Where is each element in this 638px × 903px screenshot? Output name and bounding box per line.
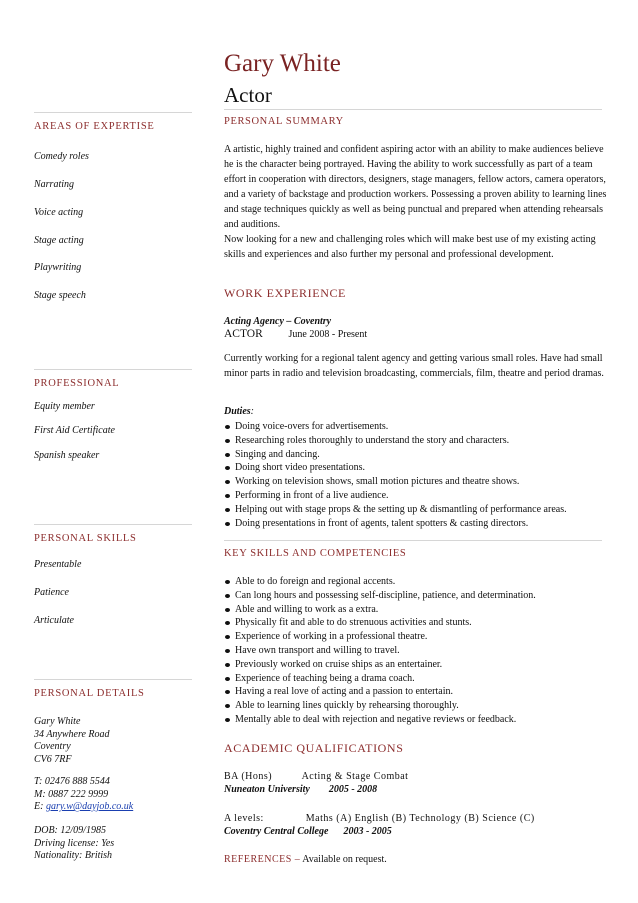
alevels-subjects: Maths (A) English (B) Technology (B) Science (C) (305, 813, 535, 824)
list-item: Physically fit and able to do strenuous activities and stunts. (224, 616, 614, 630)
expertise-item: Comedy roles (34, 151, 89, 162)
contact-license: Driving license: Yes (34, 837, 115, 849)
references-heading: REFERENCES – (224, 854, 301, 865)
list-item: Experience of working in a professional theatre. (224, 630, 614, 644)
list-item: Working on television shows, small motion pictures and theatre shows. (224, 475, 614, 489)
email-prefix: E: (34, 801, 46, 812)
list-item: Singing and dancing. (224, 448, 614, 462)
separator (34, 679, 192, 680)
work-heading: WORK EXPERIENCE (224, 286, 346, 300)
expertise-item: Voice acting (34, 207, 84, 218)
skills-heading: PERSONAL SKILLS (34, 533, 137, 544)
expertise-item: Stage acting (34, 235, 84, 246)
academic-heading: ACADEMIC QUALIFICATIONS (224, 741, 404, 755)
duties-colon: : (250, 406, 255, 417)
contact-address: 34 Anywhere Road (34, 728, 110, 740)
details-heading: PERSONAL DETAILS (34, 688, 145, 699)
list-item: Able and willing to work as a extra. (224, 603, 614, 617)
contact-city: Coventry (34, 741, 71, 752)
expertise-item: Playwriting (34, 262, 82, 273)
list-item: Doing short video presentations. (224, 461, 614, 475)
work-description: Currently working for a regional talent agency and getting various small roles. Have had small minor parts in radio and television broadcasting, commercials, film, theatre and period dramas. (224, 353, 604, 379)
list-item: Performing in front of a live audience. (224, 489, 614, 503)
list-item: Helping out with stage props & the setting up & dismantling of performance areas. (224, 503, 614, 517)
contact-extra (34, 825, 114, 863)
professional-item: Spanish speaker (34, 450, 100, 461)
contact-name: Gary White (34, 716, 81, 727)
professional-heading: PROFESSIONAL (34, 378, 120, 389)
work-employer: Acting Agency – Coventry (224, 316, 332, 327)
separator (34, 112, 192, 113)
separator (224, 109, 602, 110)
college-dates: 2003 - 2005 (343, 826, 392, 837)
contact-phone: T: 02476 888 5544 (34, 776, 110, 787)
alevels-label: A levels: (224, 813, 264, 824)
duties-label-row (224, 406, 254, 417)
list-item: Previously worked on cruise ships as an entertainer. (224, 658, 614, 672)
skills-item: Presentable (34, 559, 82, 570)
references-text: Available on request. (302, 854, 387, 865)
summary-heading: PERSONAL SUMMARY (224, 116, 344, 127)
contact-nationality: Nationality: British (34, 850, 113, 861)
list-item: Able to do foreign and regional accents. (224, 575, 614, 589)
list-item: Have own transport and willing to travel. (224, 644, 614, 658)
work-title-row (224, 328, 367, 340)
page-title: Gary White (224, 50, 341, 77)
separator (34, 369, 192, 370)
key-skills-list (224, 575, 614, 727)
college-row (224, 826, 392, 837)
contact-dob: DOB: 12/09/1985 (34, 825, 106, 836)
list-item: Able to learning lines quickly by rehearsing thoroughly. (224, 699, 614, 713)
list-item: Experience of teaching being a drama coach. (224, 672, 614, 686)
degree-row (224, 771, 408, 782)
professional-item: First Aid Certificate (34, 425, 115, 436)
references-row (224, 854, 387, 865)
job-role: Actor (224, 83, 272, 107)
summary-paragraph: A artistic, highly trained and confident aspiring actor with an ability to make audiences believe he is the character being portrayed. Having the ability to work successfully as part of a team effort in cooperation with directors, designers, stage managers, fellow actors, camera operators, and a variety of backstage and production workers. Possessing a proven ability to learning lines and stage techniques quickly as well as being punctual and prepared when attending rehearsals and auditions. (224, 144, 607, 230)
key-skills-heading: KEY SKILLS AND COMPETENCIES (224, 548, 407, 559)
separator (224, 540, 602, 541)
contact-email-row (34, 801, 133, 814)
list-item: Doing presentations in front of agents, talent spotters & casting directors. (224, 517, 614, 531)
university: Nuneaton University (224, 784, 310, 795)
alevels-row (224, 813, 535, 824)
separator (34, 524, 192, 525)
duties-list (224, 420, 614, 530)
expertise-item: Narrating (34, 179, 75, 190)
degree-subject: Acting & Stage Combat (301, 771, 409, 782)
college: Coventry Central College (224, 826, 329, 837)
professional-item: Equity member (34, 401, 95, 412)
list-item: Having a real love of acting and a passion to entertain. (224, 685, 614, 699)
contact-numbers (34, 776, 133, 814)
email-link[interactable]: gary.w@dayjob.co.uk (45, 801, 134, 812)
summary-paragraph: Now looking for a new and challenging roles which will make best use of my existing acting skills and experiences and also further my personal and professional development. (224, 234, 596, 260)
list-item: Can long hours and possessing self-discipline, patience, and determination. (224, 589, 614, 603)
university-dates: 2005 - 2008 (328, 784, 378, 795)
list-item: Researching roles thoroughly to understand the story and characters. (224, 434, 614, 448)
contact-postcode: CV6 7RF (34, 753, 72, 765)
duties-label: Duties (224, 406, 251, 417)
skills-item: Patience (34, 587, 69, 598)
list-item: Mentally able to deal with rejection and negative reviews or feedback. (224, 713, 614, 727)
list-item: Doing voice-overs for advertisements. (224, 420, 614, 434)
expertise-item: Stage speech (34, 290, 86, 301)
expertise-heading: AREAS OF EXPERTISE (34, 121, 155, 132)
degree: BA (Hons) (224, 771, 273, 782)
work-title: ACTOR (224, 328, 263, 340)
work-dates: June 2008 - Present (288, 329, 368, 340)
contact-block (34, 716, 110, 766)
contact-mobile: M: 0887 222 9999 (34, 788, 109, 800)
skills-item: Articulate (34, 615, 74, 626)
university-row (224, 784, 377, 795)
